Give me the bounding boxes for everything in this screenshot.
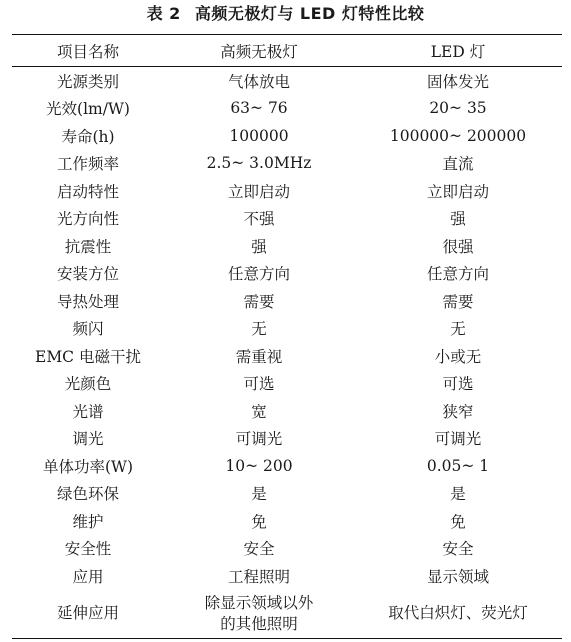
table-row bbox=[12, 425, 562, 453]
cell-item: 导热处理 bbox=[56, 292, 119, 311]
cell-electrodeless: 100000 bbox=[229, 126, 289, 145]
cell-electrodeless: 10~ 200 bbox=[225, 456, 293, 475]
cell-led: 显示领域 bbox=[426, 567, 489, 586]
header-row bbox=[12, 35, 562, 67]
cell-item: 安全性 bbox=[64, 540, 112, 559]
table-row bbox=[12, 232, 562, 260]
table-caption bbox=[0, 2, 571, 26]
cell-item: 光效(lm/W) bbox=[46, 100, 130, 119]
cell-item: 工作频率 bbox=[56, 155, 119, 174]
cell-led: 狭窄 bbox=[442, 402, 474, 421]
cell-led: 直流 bbox=[442, 155, 474, 174]
cell-item: 安装方位 bbox=[56, 265, 119, 284]
cell-electrodeless: 强 bbox=[251, 237, 267, 256]
cell-electrodeless: 可调光 bbox=[235, 430, 283, 449]
cell-electrodeless-line1: 除显示领域以外 bbox=[204, 593, 314, 612]
table-row bbox=[12, 452, 562, 480]
cell-item: 抗震性 bbox=[64, 237, 112, 256]
cell-electrodeless: 工程照明 bbox=[227, 567, 290, 586]
cell-electrodeless: 立即启动 bbox=[227, 182, 290, 201]
table-row bbox=[12, 507, 562, 535]
cell-item: 光方向性 bbox=[56, 210, 119, 229]
cell-led: 可调光 bbox=[434, 430, 482, 449]
cell-led: 任意方向 bbox=[426, 265, 489, 284]
table-row bbox=[12, 315, 562, 343]
cell-electrodeless: 宽 bbox=[251, 402, 267, 421]
table-row bbox=[12, 67, 562, 95]
table-row bbox=[12, 562, 562, 590]
cell-item: 光颜色 bbox=[64, 375, 112, 394]
table-header bbox=[12, 35, 562, 67]
cell-electrodeless: 是 bbox=[251, 485, 267, 504]
table-row bbox=[12, 535, 562, 563]
cell-electrodeless: 2.5~ 3.0MHz bbox=[206, 154, 312, 173]
cell-electrodeless bbox=[164, 590, 354, 639]
table-row bbox=[12, 480, 562, 508]
cell-led: 0.05~ 1 bbox=[426, 456, 490, 475]
cell-led: 安全 bbox=[442, 540, 474, 559]
cell-led: 20~ 35 bbox=[429, 99, 487, 118]
cell-electrodeless: 任意方向 bbox=[227, 265, 290, 284]
cell-item: 调光 bbox=[72, 430, 104, 449]
table-row bbox=[12, 95, 562, 123]
table-row-extended-application bbox=[12, 590, 562, 639]
table-body bbox=[12, 67, 562, 639]
cell-led: 小或无 bbox=[434, 347, 482, 366]
cell-item: 单体功率(W) bbox=[42, 457, 134, 476]
cell-led: 可选 bbox=[442, 375, 474, 394]
cell-item: 维护 bbox=[72, 512, 104, 531]
cell-led: 100000~ 200000 bbox=[389, 126, 527, 145]
cell-electrodeless: 可选 bbox=[243, 375, 275, 394]
cell-item: 光谱 bbox=[72, 402, 104, 421]
cell-led: 免 bbox=[450, 512, 466, 531]
cell-item: 寿命(h) bbox=[61, 127, 115, 146]
cell-led: 很强 bbox=[442, 237, 474, 256]
table-row bbox=[12, 287, 562, 315]
cell-electrodeless: 需重视 bbox=[235, 347, 283, 366]
cell-electrodeless: 安全 bbox=[243, 540, 275, 559]
cell-electrodeless: 63~ 76 bbox=[230, 99, 288, 118]
cell-electrodeless: 需要 bbox=[243, 292, 275, 311]
table-row bbox=[12, 370, 562, 398]
table-number: 表 2 bbox=[146, 4, 181, 23]
table-row bbox=[12, 122, 562, 150]
cell-item: 频闪 bbox=[72, 320, 104, 339]
cell-item: EMC 电磁干扰 bbox=[35, 347, 141, 366]
header-led-lamp: LED 灯 bbox=[430, 42, 486, 61]
cell-led: 需要 bbox=[442, 292, 474, 311]
cell-led: 固体发光 bbox=[426, 72, 489, 91]
table-row bbox=[12, 342, 562, 370]
cell-electrodeless: 免 bbox=[251, 512, 267, 531]
cell-electrodeless: 气体放电 bbox=[227, 72, 290, 91]
cell-electrodeless: 无 bbox=[251, 320, 267, 339]
cell-electrodeless: 不强 bbox=[243, 210, 275, 229]
cell-electrodeless-line2: 的其他照明 bbox=[220, 614, 298, 633]
cell-item: 绿色环保 bbox=[56, 485, 119, 504]
cell-led: 是 bbox=[450, 485, 466, 504]
cell-item: 应用 bbox=[72, 567, 104, 586]
table-row bbox=[12, 260, 562, 288]
cell-led: 强 bbox=[450, 210, 466, 229]
comparison-table bbox=[12, 34, 562, 639]
table-row bbox=[12, 177, 562, 205]
table-row bbox=[12, 397, 562, 425]
cell-item: 光源类别 bbox=[56, 72, 119, 91]
cell-led: 取代白炽灯、荧光灯 bbox=[388, 604, 528, 622]
cell-led: 无 bbox=[450, 320, 466, 339]
cell-led: 立即启动 bbox=[426, 182, 489, 201]
header-item-name: 项目名称 bbox=[56, 42, 119, 61]
cell-item: 启动特性 bbox=[56, 182, 119, 201]
table-row bbox=[12, 150, 562, 178]
table-title: 高频无极灯与 LED 灯特性比较 bbox=[194, 4, 425, 23]
header-electrodeless-lamp: 高频无极灯 bbox=[220, 42, 298, 61]
cell-item: 延伸应用 bbox=[56, 604, 119, 622]
table-row bbox=[12, 205, 562, 233]
